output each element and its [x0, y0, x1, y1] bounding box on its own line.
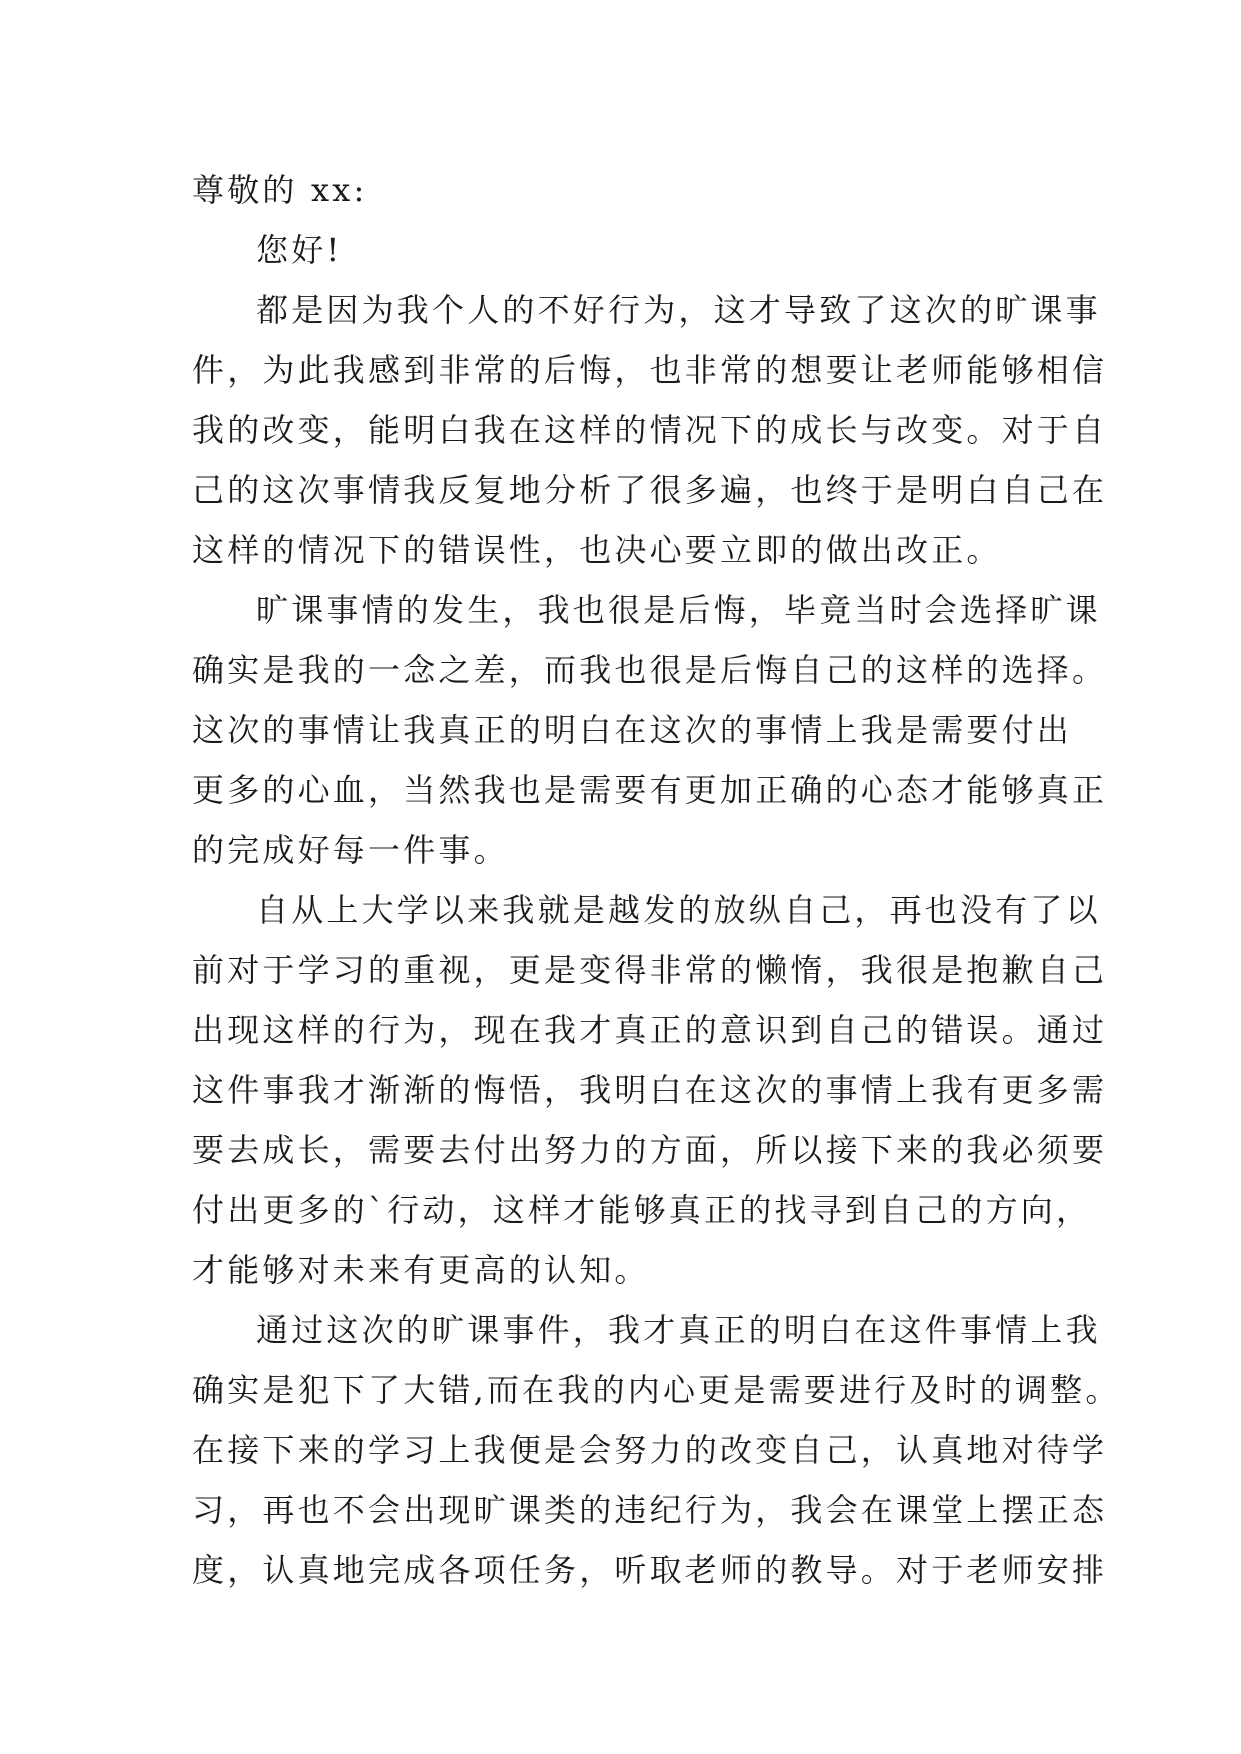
paragraph-line: 确实是犯下了大错,而在我的内心更是需要进行及时的调整。: [192, 1371, 1121, 1409]
paragraph-line: 件，为此我感到非常的后悔，也非常的想要让老师能够相信: [192, 351, 1108, 389]
paragraph-line: 都是因为我个人的不好行为，这才导致了这次的旷课事: [256, 291, 1101, 329]
paragraph-line: 自从上大学以来我就是越发的放纵自己，再也没有了以: [256, 891, 1101, 929]
paragraph-3: [192, 880, 1108, 1300]
paragraph-line: 度，认真地完成各项任务，听取老师的教导。对于老师安排: [192, 1551, 1108, 1589]
paragraph-line: 才能够对未来有更高的认知。: [192, 1251, 650, 1289]
paragraph-line: 这件事我才渐渐的悔悟，我明白在这次的事情上我有更多需: [192, 1071, 1108, 1109]
paragraph-line: 的完成好每一件事。: [192, 831, 509, 869]
paragraph-line: 这次的事情让我真正的明白在这次的事情上我是需要付出: [192, 711, 1073, 749]
paragraph-line: 旷课事情的发生，我也很是后悔，毕竟当时会选择旷课: [256, 591, 1101, 629]
paragraph-line: 前对于学习的重视，更是变得非常的懒惰，我很是抱歉自己: [192, 951, 1108, 989]
salutation: 尊敬的 xx:: [192, 171, 368, 209]
paragraph-line: 更多的心血，当然我也是需要有更加正确的心态才能够真正: [192, 771, 1108, 809]
paragraph-line: 这样的情况下的错误性，也决心要立即的做出改正。: [192, 531, 1002, 569]
paragraph-line: 要去成长，需要去付出努力的方面，所以接下来的我必须要: [192, 1131, 1108, 1169]
paragraph-1: [192, 280, 1108, 580]
paragraph-line: 习，再也不会出现旷课类的违纪行为，我会在课堂上摆正态: [192, 1491, 1108, 1529]
paragraph-line: 己的这次事情我反复地分析了很多遍，也终于是明白自己在: [192, 471, 1108, 509]
paragraph-4: [192, 1300, 1121, 1600]
paragraph-line: 确实是我的一念之差，而我也很是后悔自己的这样的选择。: [192, 651, 1108, 689]
paragraph-line: 在接下来的学习上我便是会努力的改变自己，认真地对待学: [192, 1431, 1108, 1469]
paragraph-2: [192, 580, 1108, 880]
paragraph-line: 通过这次的旷课事件，我才真正的明白在这件事情上我: [256, 1311, 1101, 1349]
letter-body: [192, 160, 1121, 1600]
paragraph-line: 付出更多的`行动，这样才能够真正的找寻到自己的方向，: [192, 1191, 1092, 1229]
greeting: 您好!: [256, 231, 343, 269]
paragraph-line: 我的改变，能明白我在这样的情况下的成长与改变。对于自: [192, 411, 1108, 449]
paragraph-line: 出现这样的行为，现在我才真正的意识到自己的错误。通过: [192, 1011, 1108, 1049]
